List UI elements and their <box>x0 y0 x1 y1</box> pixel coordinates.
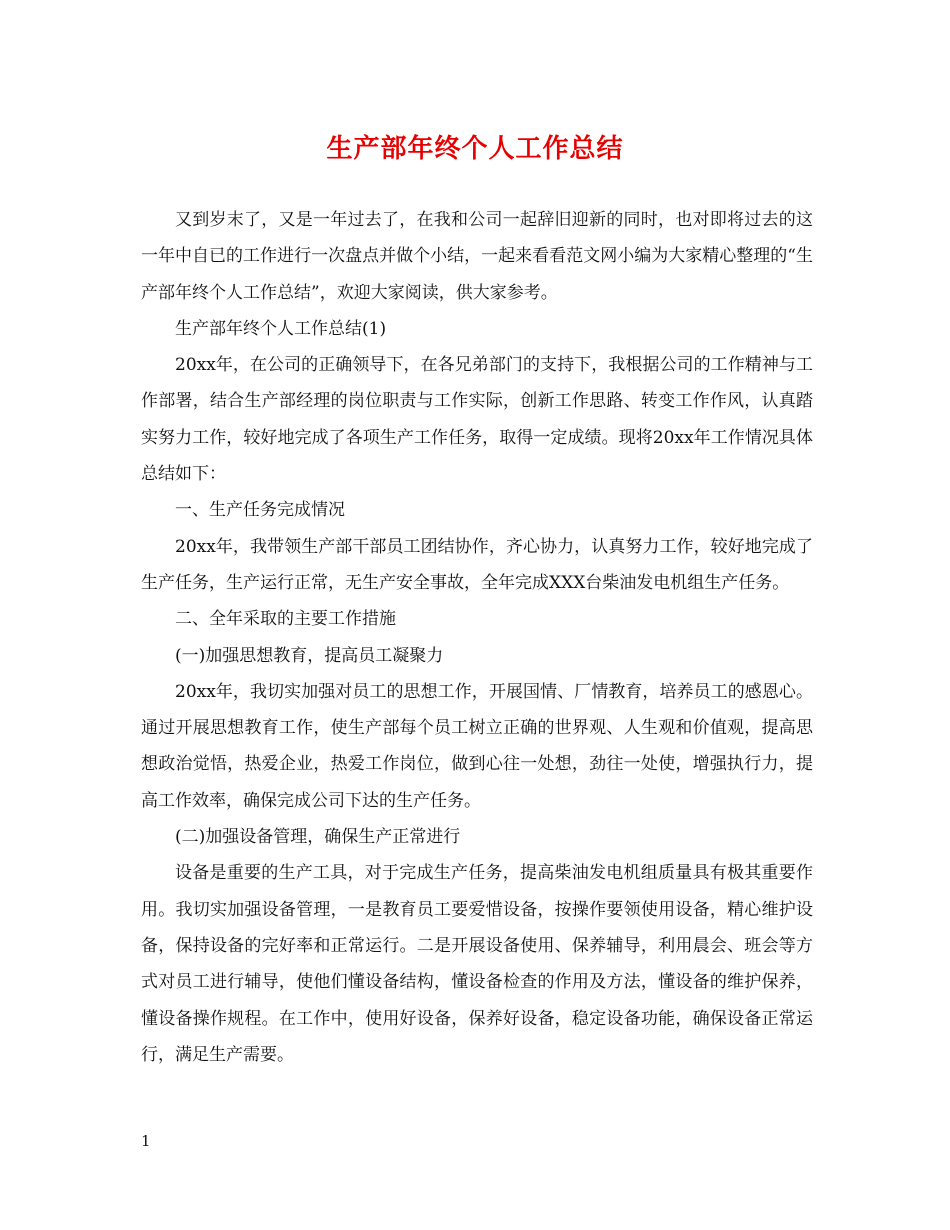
paragraph-section-heading: 生产部年终个人工作总结(1) <box>175 318 387 339</box>
paragraph-production-tasks: 20xx年，我带领生产部干部员工团结协作，齐心协力，认真努力工作，较好地完成了生产任务，生产运行正常，无生产安全事故，全年完成XXX台柴油发电机组生产任务。 <box>141 536 813 593</box>
paragraph-subheading-2: (二)加强设备管理，确保生产正常进行 <box>175 827 461 848</box>
document-title: 生产部年终个人工作总结 <box>326 134 624 164</box>
paragraph-subheading-1: (一)加强思想教育，提高员工凝聚力 <box>175 645 444 666</box>
page-number: 1 <box>141 1132 151 1150</box>
paragraph-ideology-education: 20xx年，我切实加强对员工的思想工作，开展国情、厂情教育，培养员工的感恩心。通过开展思想教育工作，使生产部每个员工树立正确的世界观、人生观和价值观，提高思想政治觉悟，热爱企业，热爱工作岗位，做到心往一处想，劲往一处使，增强执行力，提高工作效率，确保完成公司下达的生产任务。 <box>141 681 813 811</box>
paragraph-equipment-management: 设备是重要的生产工具，对于完成生产任务，提高柴油发电机组质量具有极其重要作用。我切实加强设备管理，一是教育员工要爱惜设备，按操作要领使用设备，精心维护设备，保持设备的完好率和正常运行。二是开展设备使用、保养辅导，利用晨会、班会等方式对员工进行辅导，使他们懂设备结构，懂设备检查的作用及方法，懂设备的维护保养，懂设备操作规程。在工作中，使用好设备，保养好设备，稳定设备功能，确保设备正常运行，满足生产需要。 <box>141 863 813 1065</box>
paragraph-heading-1: 一、生产任务完成情况 <box>175 500 345 521</box>
paragraph-overview: 20xx年，在公司的正确领导下，在各兄弟部门的支持下，我根据公司的工作精神与工作部署，结合生产部经理的岗位职责与工作实际，创新工作思路、转变工作作风，认真踏实努力工作，较好地完成了各项生产工作任务，取得一定成绩。现将20xx年工作情况具体总结如下： <box>141 355 813 485</box>
paragraph-intro: 又到岁末了，又是一年过去了，在我和公司一起辞旧迎新的同时，也对即将过去的这一年中自已的工作进行一次盘点并做个小结，一起来看看范文网小编为大家精心整理的“生产部年终个人工作总结”，欢迎大家阅读，供大家参考。 <box>141 210 813 303</box>
paragraph-heading-2: 二、全年采取的主要工作措施 <box>175 609 396 630</box>
document-body <box>141 202 813 1073</box>
